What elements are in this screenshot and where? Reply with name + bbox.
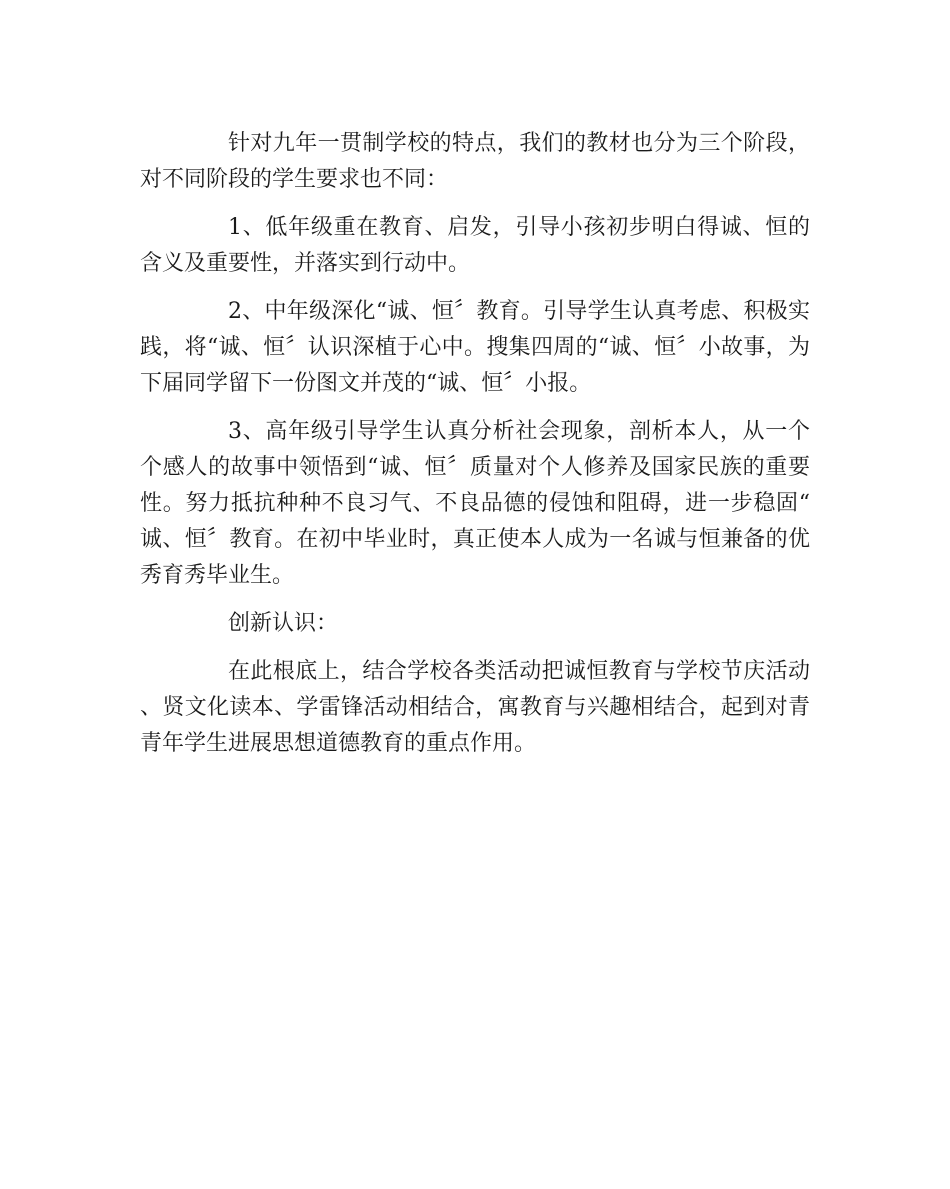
paragraph-innovation-heading: 创新认识： [228,611,339,636]
paragraph-middle-grade: 2、中年级深化“诚、恒〞教育。引导学生认真考虑、积极实践，将“诚、恒〞认识深植于心中。搜集四周的“诚、恒〞小故事，为下届同学留下一份图文并茂的“诚、恒〞小报。 [140,299,810,396]
paragraph-upper-grade: 3、高年级引导学生认真分析社会现象，剖析本人，从一个个感人的故事中领悟到“诚、恒〞质量对个人修养及国家民族的重要性。努力抵抗种种不良习气、不良品德的侵蚀和阻碍，进一步稳固“诚、恒〞教育。在初中毕业时，真正使本人成为一名诚与恒兼备的优秀育秀毕业生。 [140,419,810,588]
paragraph-stage-intro: 针对九年一贯制学校的特点，我们的教材也分为三个阶段，对不同阶段的学生要求也不同： [140,131,810,192]
document-body [140,126,810,774]
paragraph-innovation-body: 在此根底上，结合学校各类活动把诚恒教育与学校节庆活动、贤文化读本、学雷锋活动相结合，寓教育与兴趣相结合，起到对青青年学生进展思想道德教育的重点作用。 [140,659,810,756]
paragraph-lower-grade: 1、低年级重在教育、启发，引导小孩初步明白得诚、恒的含义及重要性，并落实到行动中。 [140,215,810,276]
